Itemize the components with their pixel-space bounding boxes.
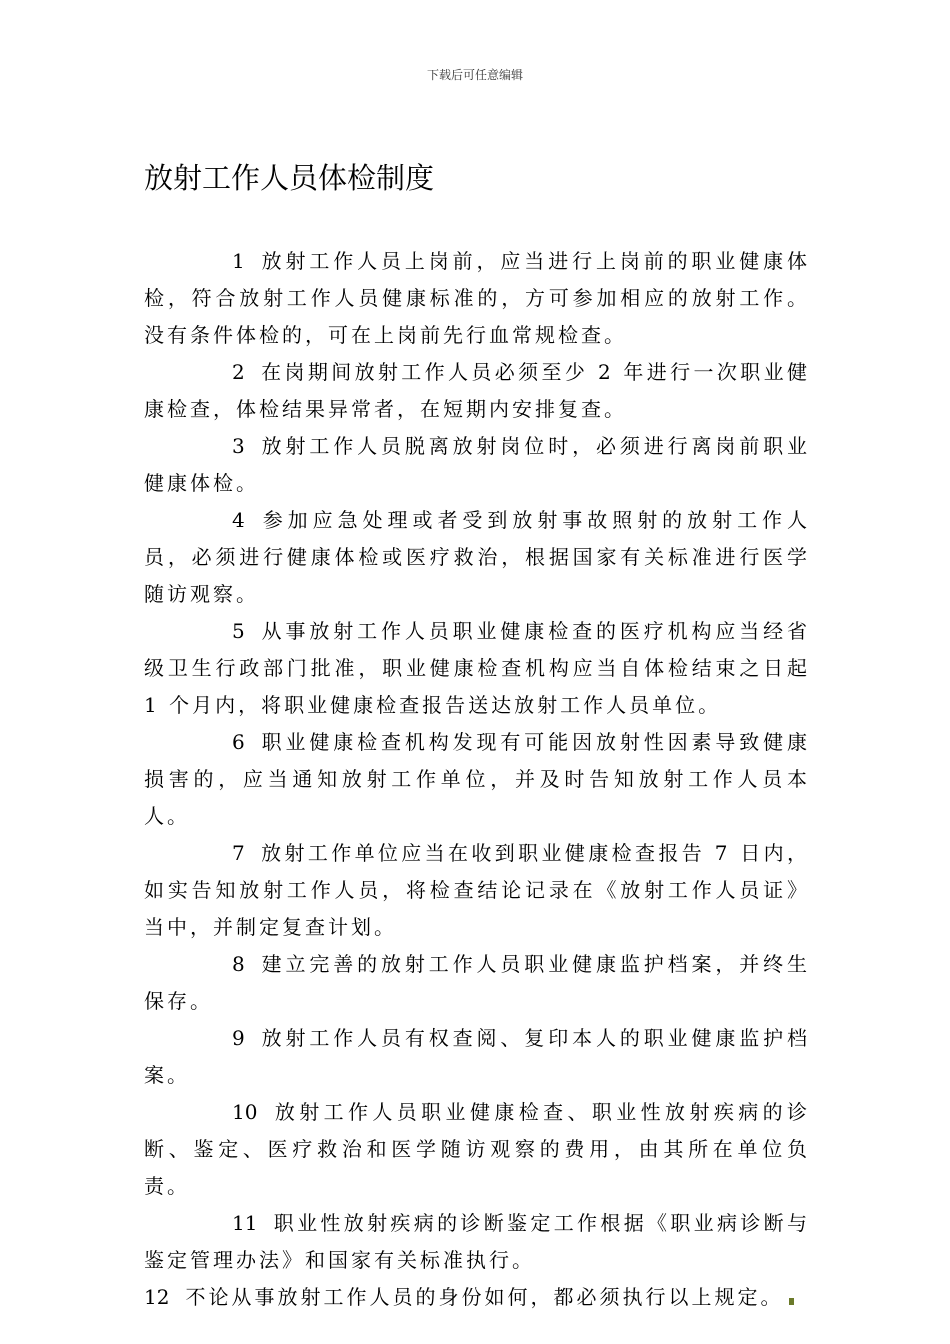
document-body <box>144 243 810 1316</box>
regulation-item-7 <box>144 835 810 946</box>
regulation-item-4 <box>144 502 810 613</box>
regulation-item-9 <box>144 1020 810 1094</box>
item-text: 放射工作人员上岗前，应当进行上岗前的职业健康体检，符合放射工作人员健康标准的，方可参加相应的放射工作。没有条件体检的，可在上岗前先行血常规检查。 <box>144 249 810 347</box>
item-text: 参加应急处理或者受到放射事故照射的放射工作人员，必须进行健康体检或医疗救治，根据国家有关标准进行医学随访观察。 <box>144 508 810 606</box>
item-number: 12 <box>144 1285 170 1309</box>
item-text: 放射工作人员职业健康检查、职业性放射疾病的诊断、鉴定、医疗救治和医学随访观察的费用，由其所在单位负责。 <box>144 1100 810 1198</box>
item-number: 2 <box>232 360 245 384</box>
end-mark-icon <box>789 1298 794 1305</box>
item-number: 1 <box>232 249 245 273</box>
regulation-item-3 <box>144 428 810 502</box>
item-number: 6 <box>232 730 245 754</box>
regulation-item-10 <box>144 1094 810 1205</box>
regulation-item-12 <box>144 1279 810 1316</box>
item-text: 在岗期间放射工作人员必须至少 2 年进行一次职业健康检查，体检结果异常者，在短期内安排复查。 <box>144 360 810 421</box>
item-text: 职业性放射疾病的诊断鉴定工作根据《职业病诊断与鉴定管理办法》和国家有关标准执行。 <box>144 1211 810 1272</box>
item-text: 放射工作单位应当在收到职业健康检查报告 7 日内，如实告知放射工作人员，将检查结论记录在《放射工作人员证》当中，并制定复查计划。 <box>144 841 810 939</box>
item-number: 4 <box>232 508 245 532</box>
page-header-note: 下载后可任意编辑 <box>426 68 523 82</box>
item-text: 放射工作人员脱离放射岗位时，必须进行离岗前职业健康体检。 <box>144 434 810 495</box>
item-number: 10 <box>232 1100 258 1124</box>
item-number: 7 <box>232 841 245 865</box>
item-text: 放射工作人员有权查阅、复印本人的职业健康监护档案。 <box>144 1026 810 1087</box>
regulation-item-1 <box>144 243 810 354</box>
regulation-item-5 <box>144 613 810 724</box>
item-number: 11 <box>232 1211 258 1235</box>
item-number: 9 <box>232 1026 245 1050</box>
regulation-item-11 <box>144 1205 810 1279</box>
item-number: 3 <box>232 434 245 458</box>
item-number: 8 <box>232 952 245 976</box>
item-text: 职业健康检查机构发现有可能因放射性因素导致健康损害的，应当通知放射工作单位，并及时告知放射工作人员本人。 <box>144 730 810 828</box>
item-text: 从事放射工作人员职业健康检查的医疗机构应当经省级卫生行政部门批准，职业健康检查机构应当自体检结束之日起 1 个月内，将职业健康检查报告送达放射工作人员单位。 <box>144 619 810 717</box>
item-text: 不论从事放射工作人员的身份如何，都必须执行以上规定。 <box>185 1285 784 1309</box>
regulation-item-6 <box>144 724 810 835</box>
item-text: 建立完善的放射工作人员职业健康监护档案，并终生保存。 <box>144 952 810 1013</box>
document-title: 放射工作人员体检制度 <box>144 161 435 195</box>
item-number: 5 <box>232 619 245 643</box>
regulation-item-2 <box>144 354 810 428</box>
regulation-item-8 <box>144 946 810 1020</box>
